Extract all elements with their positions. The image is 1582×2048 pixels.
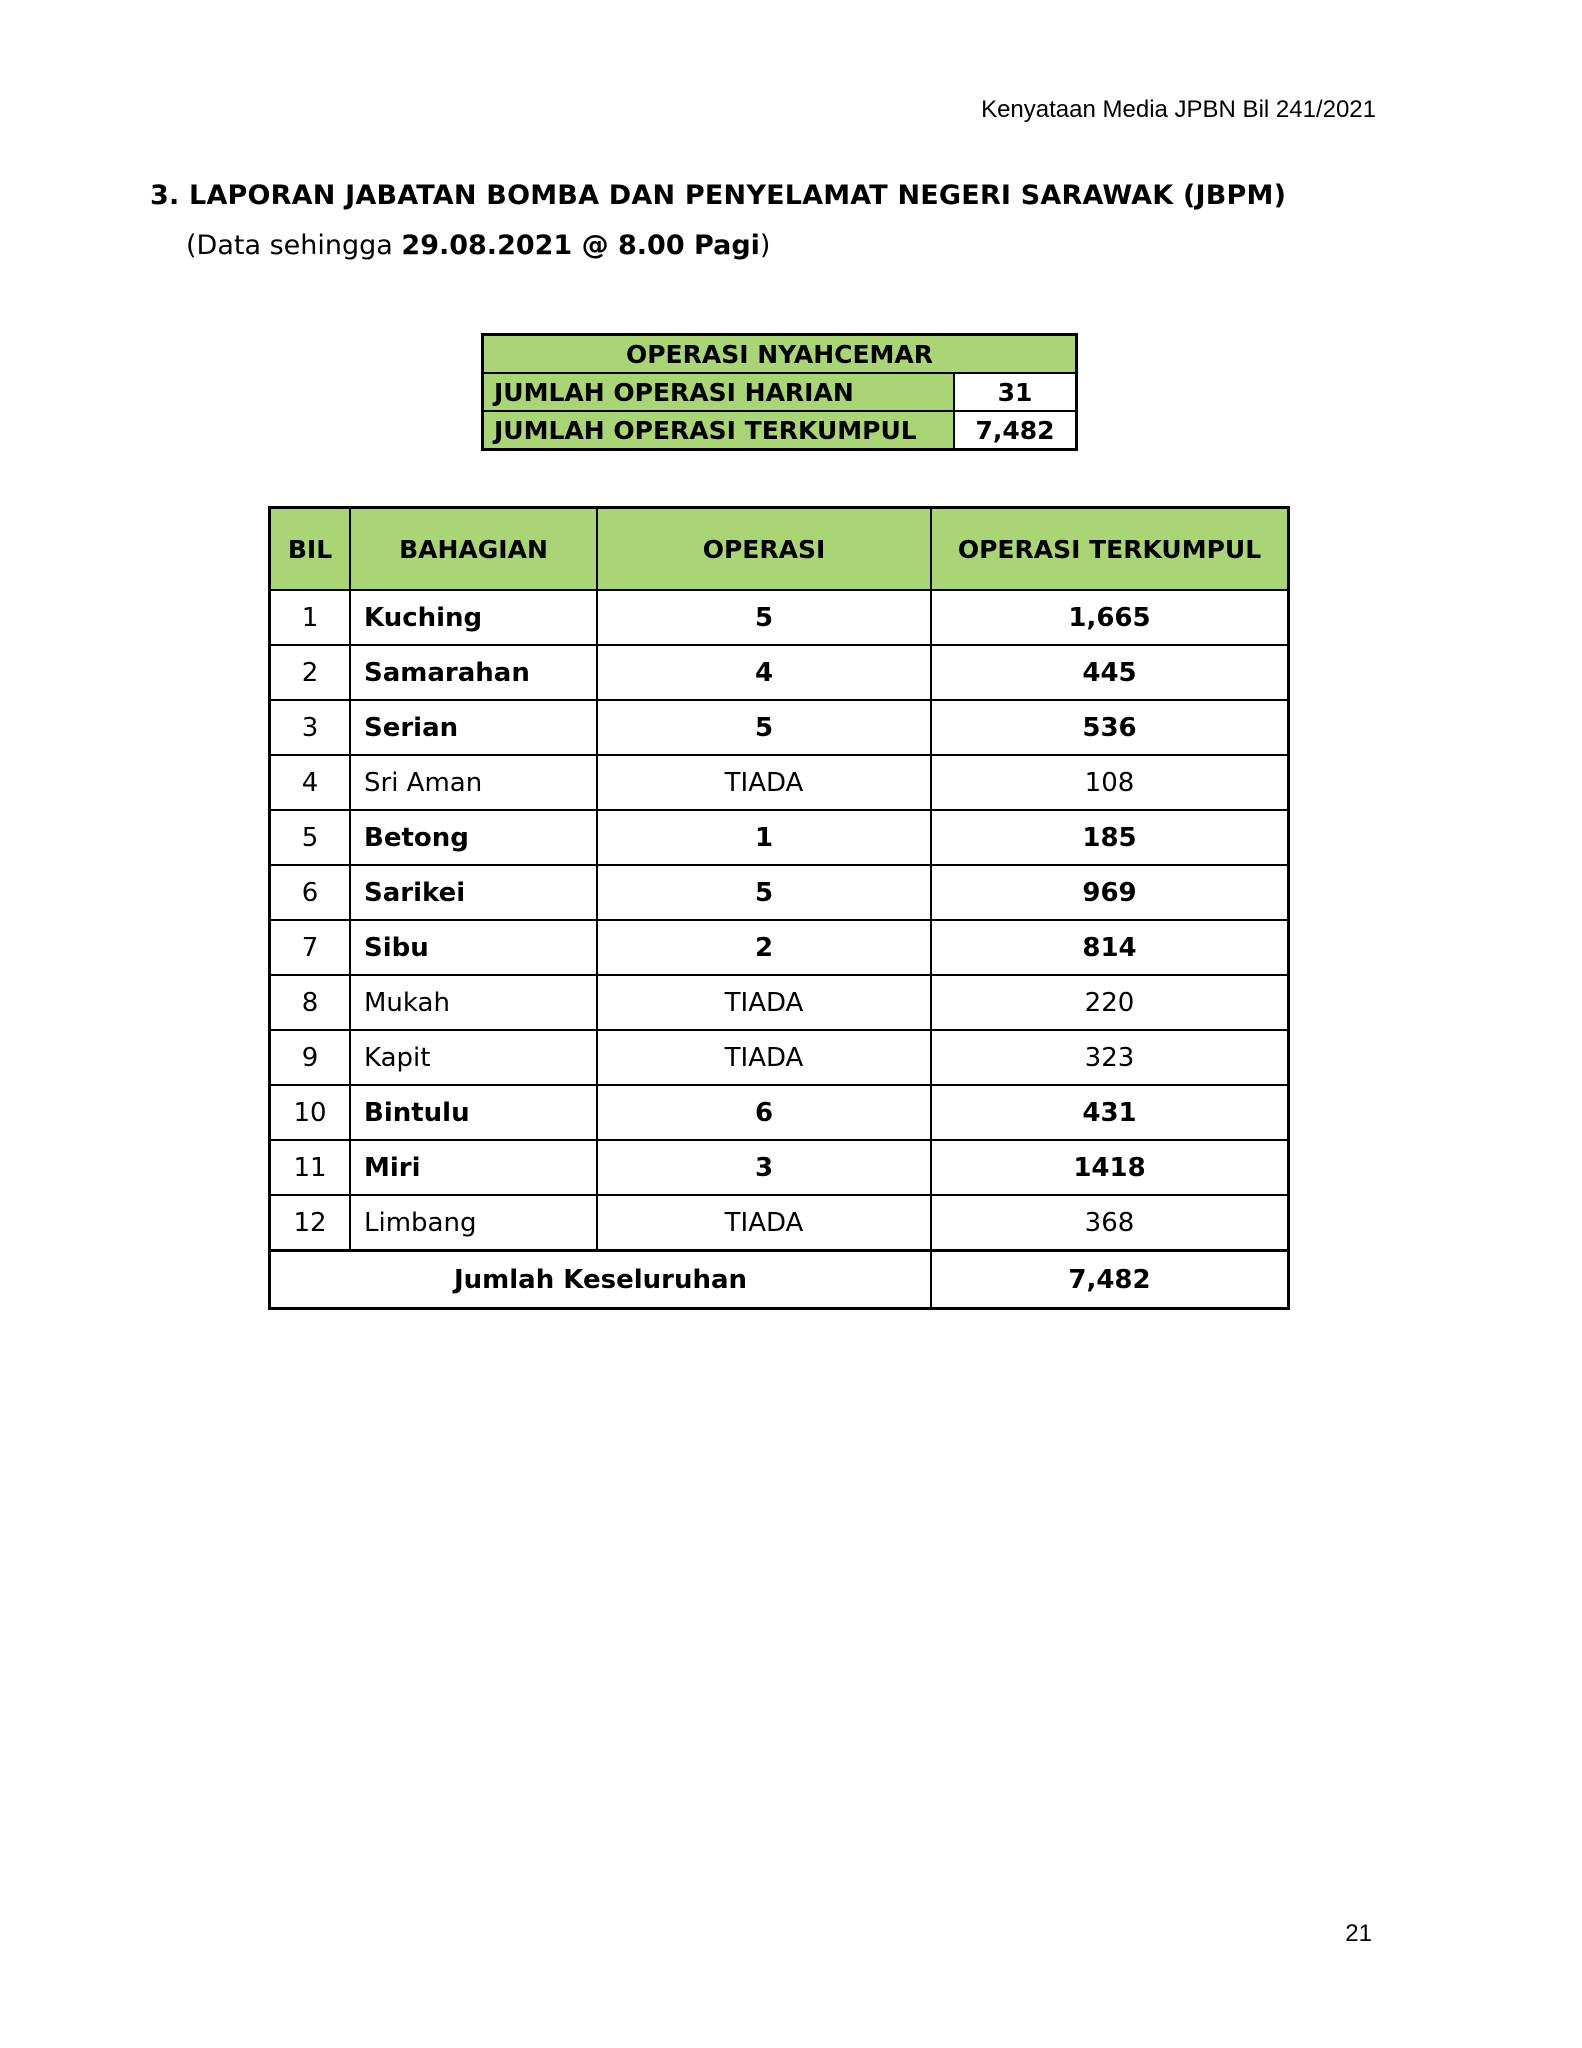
row-operasi: 1 [597, 810, 931, 865]
table-row [270, 1140, 1289, 1195]
summary-title-row [483, 335, 1077, 374]
row-bil: 1 [270, 590, 351, 645]
subtitle-date: 29.08.2021 @ 8.00 Pagi [401, 230, 760, 261]
table-row [270, 810, 1289, 865]
row-bahagian: Samarahan [350, 645, 597, 700]
row-bil: 12 [270, 1195, 351, 1251]
summary-table [481, 333, 1078, 451]
total-label: Jumlah Keseluruhan [270, 1251, 932, 1309]
page-number: 21 [1345, 1920, 1372, 1947]
table-header-row [270, 508, 1289, 591]
row-terkumpul: 185 [931, 810, 1289, 865]
row-bil: 3 [270, 700, 351, 755]
division-operations-table [268, 506, 1290, 1310]
row-terkumpul: 1,665 [931, 590, 1289, 645]
row-terkumpul: 368 [931, 1195, 1289, 1251]
row-bil: 7 [270, 920, 351, 975]
summary-daily-value: 31 [954, 373, 1077, 411]
header-operasi-terkumpul: OPERASI TERKUMPUL [931, 508, 1289, 591]
summary-cumulative-row [483, 411, 1077, 450]
row-terkumpul: 431 [931, 1085, 1289, 1140]
table-row [270, 590, 1289, 645]
header-bahagian: BAHAGIAN [350, 508, 597, 591]
row-bil: 6 [270, 865, 351, 920]
table-total-row [270, 1251, 1289, 1309]
summary-cumulative-value: 7,482 [954, 411, 1077, 450]
row-terkumpul: 969 [931, 865, 1289, 920]
row-bil: 9 [270, 1030, 351, 1085]
row-operasi: TIADA [597, 1030, 931, 1085]
row-operasi: 5 [597, 590, 931, 645]
row-bahagian: Sarikei [350, 865, 597, 920]
table-row [270, 1030, 1289, 1085]
row-operasi: 5 [597, 700, 931, 755]
row-bahagian: Sibu [350, 920, 597, 975]
row-terkumpul: 323 [931, 1030, 1289, 1085]
row-terkumpul: 445 [931, 645, 1289, 700]
row-bahagian: Limbang [350, 1195, 597, 1251]
summary-title: OPERASI NYAHCEMAR [483, 335, 1077, 374]
table-row [270, 920, 1289, 975]
summary-daily-row [483, 373, 1077, 411]
row-bil: 2 [270, 645, 351, 700]
header-operasi: OPERASI [597, 508, 931, 591]
data-as-of-subtitle [186, 230, 770, 261]
row-operasi: 3 [597, 1140, 931, 1195]
total-value: 7,482 [931, 1251, 1289, 1309]
row-bil: 11 [270, 1140, 351, 1195]
row-bahagian: Bintulu [350, 1085, 597, 1140]
row-operasi: 4 [597, 645, 931, 700]
table-row [270, 645, 1289, 700]
row-operasi: 2 [597, 920, 931, 975]
summary-cumulative-label: JUMLAH OPERASI TERKUMPUL [483, 411, 955, 450]
row-operasi: TIADA [597, 975, 931, 1030]
summary-daily-label: JUMLAH OPERASI HARIAN [483, 373, 955, 411]
row-bil: 10 [270, 1085, 351, 1140]
row-bil: 8 [270, 975, 351, 1030]
row-terkumpul: 220 [931, 975, 1289, 1030]
row-terkumpul: 536 [931, 700, 1289, 755]
table-row [270, 1195, 1289, 1251]
table-row [270, 1085, 1289, 1140]
table-row [270, 755, 1289, 810]
row-operasi: TIADA [597, 1195, 931, 1251]
row-bahagian: Betong [350, 810, 597, 865]
row-bahagian: Serian [350, 700, 597, 755]
document-reference: Kenyataan Media JPBN Bil 241/2021 [981, 96, 1376, 123]
row-terkumpul: 814 [931, 920, 1289, 975]
subtitle-suffix: ) [759, 230, 771, 261]
row-bil: 4 [270, 755, 351, 810]
table-row [270, 975, 1289, 1030]
row-operasi: TIADA [597, 755, 931, 810]
table-row [270, 865, 1289, 920]
row-bil: 5 [270, 810, 351, 865]
row-terkumpul: 108 [931, 755, 1289, 810]
row-bahagian: Miri [350, 1140, 597, 1195]
row-bahagian: Sri Aman [350, 755, 597, 810]
header-bil: BIL [270, 508, 351, 591]
row-bahagian: Kapit [350, 1030, 597, 1085]
row-operasi: 6 [597, 1085, 931, 1140]
row-operasi: 5 [597, 865, 931, 920]
table-row [270, 700, 1289, 755]
row-bahagian: Kuching [350, 590, 597, 645]
row-terkumpul: 1418 [931, 1140, 1289, 1195]
subtitle-prefix: (Data sehingga [186, 230, 402, 261]
row-bahagian: Mukah [350, 975, 597, 1030]
section-title: 3. LAPORAN JABATAN BOMBA DAN PENYELAMAT NEGERI SARAWAK (JBPM) [150, 180, 1287, 211]
